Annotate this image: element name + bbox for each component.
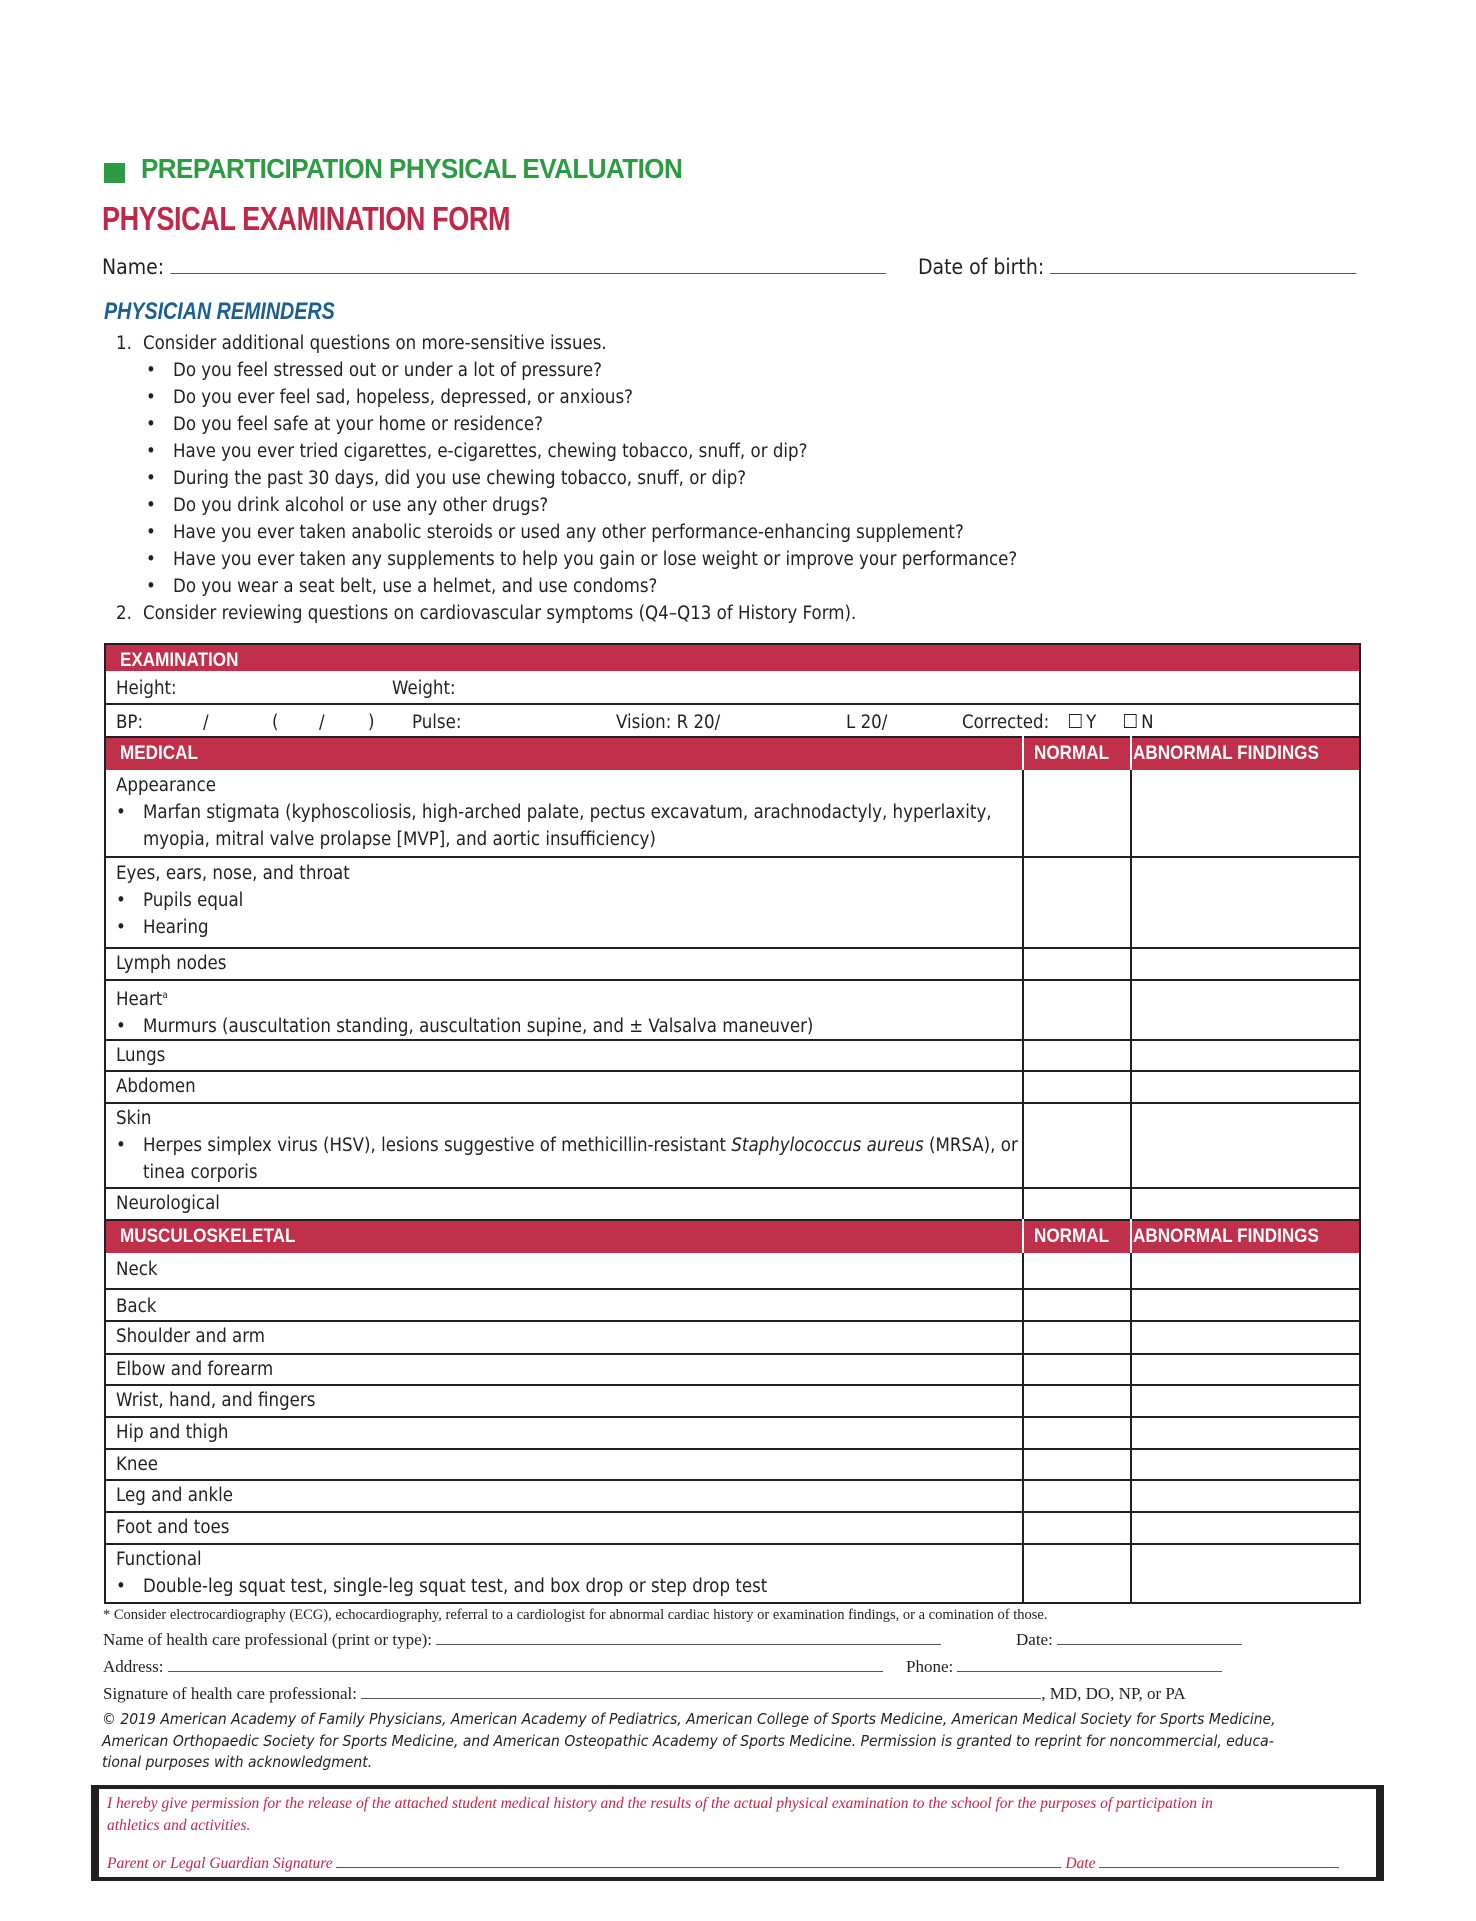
guardian-signature-row <box>107 1853 1339 1873</box>
row-bullet <box>116 1573 767 1600</box>
reminder-subitem <box>146 387 633 408</box>
msk-row-neck <box>106 1253 1359 1288</box>
msk-row-functional <box>106 1543 1359 1604</box>
row-bullet <box>116 887 350 914</box>
abnormal-column-divider <box>1130 736 1132 1219</box>
address-label: Address: <box>103 1657 164 1676</box>
pulse-label[interactable]: Pulse: <box>412 712 462 733</box>
bullet-icon: • <box>146 549 156 570</box>
credential-suffix: , MD, DO, NP, or PA <box>1041 1684 1186 1703</box>
bullet-icon: • <box>116 1016 126 1038</box>
reminder-subitem-text: Do you wear a seat belt, use a helmet, and use condoms? <box>173 576 658 597</box>
bp-close-paren: ) <box>368 712 375 733</box>
reminder-subitem <box>146 360 602 381</box>
name-input[interactable] <box>170 255 886 274</box>
row-label: Neck <box>116 1259 158 1280</box>
header-divider <box>1022 736 1024 770</box>
bullet-icon: • <box>116 917 126 938</box>
normal-column-divider-msk <box>1022 1253 1024 1602</box>
row-label: Lymph nodes <box>116 953 227 974</box>
msk-row-elbow-forearm <box>106 1353 1359 1386</box>
bullet-text: Hearing <box>143 917 209 938</box>
bullet-text: Herpes simplex virus (HSV), lesions suggestive of methicillin-resistant <box>143 1135 732 1156</box>
bullet-icon: • <box>116 890 126 911</box>
header-divider <box>1130 736 1132 770</box>
copyright-line: © 2019 American Academy of Family Physicians, American Academy of Pediatrics, American College of Sports Medicine, American Medical Society for Sports Medicine, <box>102 1710 1276 1728</box>
bullet-icon: • <box>146 576 156 597</box>
name-label: Name: <box>102 255 165 279</box>
row-label: Knee <box>116 1454 158 1475</box>
msk-row-foot-toes <box>106 1511 1359 1545</box>
dob-field-row <box>918 255 1356 279</box>
reminder-text: Consider reviewing questions on cardiovascular symptoms (Q4–Q13 of History Form). <box>143 603 857 624</box>
address-row <box>103 1657 883 1677</box>
signature-input[interactable] <box>361 1684 1041 1699</box>
reminder-subitem-text: Do you feel safe at your home or residence? <box>173 414 543 435</box>
row-label-wrap <box>116 982 813 1013</box>
green-square-icon <box>104 163 125 183</box>
weight-label[interactable]: Weight: <box>392 678 456 699</box>
copyright-line: tional purposes with acknowledgment. <box>102 1753 373 1771</box>
hcp-date-row <box>1016 1630 1242 1650</box>
row-bullet <box>116 1013 813 1040</box>
row-label: Lungs <box>116 1045 166 1066</box>
bullet-icon: • <box>146 387 156 408</box>
row-label: Skin <box>116 1108 152 1129</box>
vision-right-label[interactable]: Vision: R 20/ <box>616 712 721 733</box>
vision-left-label[interactable]: L 20/ <box>846 712 888 733</box>
bullet-text-end: (MRSA), or <box>923 1135 1018 1156</box>
bullet-text: Murmurs (auscultation standing, auscultation supine, and ± Valsalva maneuver) <box>143 1016 814 1038</box>
medical-row-heart <box>106 979 1359 1040</box>
reminder-subitem-text: During the past 30 days, did you use chewing tobacco, snuff, or dip? <box>173 468 747 489</box>
medical-row-neurological <box>106 1187 1359 1221</box>
permission-text-line1: I hereby give permission for the release of the attached student medical history and the results of the actual physical examination to the school for the purposes of participation in <box>107 1795 1213 1812</box>
hcp-name-label: Name of health care professional (print or type): <box>103 1630 433 1649</box>
row-bullet <box>116 799 992 826</box>
bullet-icon: • <box>146 495 156 516</box>
guardian-date-input[interactable] <box>1099 1853 1339 1868</box>
row-label: Functional <box>116 1549 202 1570</box>
guardian-signature-label: Parent or Legal Guardian Signature <box>107 1855 333 1872</box>
no-label: N <box>1141 712 1154 733</box>
examination-header <box>106 645 1359 671</box>
exam-table <box>104 643 1361 1604</box>
row-label: Foot and toes <box>116 1517 230 1538</box>
row-label: Abdomen <box>116 1076 196 1097</box>
reminder-subitem <box>146 468 746 489</box>
reminder-number: 1. <box>116 333 132 354</box>
normal-column-header: NORMAL <box>1034 743 1110 764</box>
phone-row <box>906 1657 1222 1677</box>
guardian-signature-input[interactable] <box>336 1853 1061 1868</box>
cardiology-footnote: * Consider electrocardiography (ECG), echocardiography, referral to a cardiologist for abnormal cardiac history or examination findings, or a comination of those. <box>103 1607 1048 1623</box>
physician-reminders-heading: PHYSICIAN REMINDERS <box>104 298 335 325</box>
msk-row-wrist-hand-fingers <box>106 1384 1359 1418</box>
dob-label: Date of birth: <box>918 255 1045 279</box>
reminder-subitem <box>146 522 964 543</box>
row-content <box>116 860 350 941</box>
reminder-subitem-text: Have you ever taken any supplements to help you gain or lose weight or improve your performance? <box>173 549 1018 570</box>
reminder-subitem <box>146 414 543 435</box>
hcp-date-input[interactable] <box>1057 1630 1242 1645</box>
bullet-icon: • <box>146 468 156 489</box>
row-label: Eyes, ears, nose, and throat <box>116 863 350 884</box>
examination-heading: EXAMINATION <box>120 650 239 671</box>
hcp-date-label: Date: <box>1016 1630 1053 1649</box>
bullet-icon: • <box>146 522 156 543</box>
bp-slash-2: / <box>319 712 325 733</box>
yes-label: Y <box>1086 712 1097 733</box>
row-label: Heart <box>116 989 163 1011</box>
msk-row-leg-ankle <box>106 1479 1359 1513</box>
phone-label: Phone: <box>906 1657 954 1676</box>
medical-row-lungs <box>106 1039 1359 1072</box>
bullet-icon: • <box>146 441 156 462</box>
row-bullet <box>116 1132 1018 1159</box>
row-content <box>116 1105 1018 1186</box>
bullet-text: Pupils equal <box>143 890 244 911</box>
header-divider <box>1022 1219 1024 1253</box>
bp-open-paren: ( <box>272 712 279 733</box>
row-label: Neurological <box>116 1193 220 1214</box>
reminder-subitem <box>146 576 657 597</box>
height-label[interactable]: Height: <box>116 678 177 699</box>
dob-input[interactable] <box>1050 255 1356 274</box>
hcp-name-input[interactable] <box>436 1630 941 1645</box>
reminder-subitem-text: Have you ever taken anabolic steroids or used any other performance-enhancing supplement? <box>173 522 964 543</box>
bullet-italic-text: Staphylococcus aureus <box>731 1135 924 1156</box>
signature-row <box>103 1684 1186 1704</box>
signature-label: Signature of health care professional: <box>103 1684 357 1703</box>
row-label: Back <box>116 1296 157 1317</box>
bullet-icon: • <box>146 360 156 381</box>
bp-slash: / <box>203 712 209 733</box>
row-label: Wrist, hand, and fingers <box>116 1390 316 1411</box>
permission-text-line2: athletics and activities. <box>107 1817 251 1834</box>
address-input[interactable] <box>168 1657 883 1672</box>
bullet-icon: • <box>116 1576 126 1597</box>
musculoskeletal-header <box>106 1219 1359 1253</box>
checkbox-icon <box>1069 714 1082 728</box>
msk-row-knee <box>106 1448 1359 1481</box>
height-weight-row <box>106 671 1359 703</box>
bullet-icon: • <box>146 414 156 435</box>
row-label: Appearance <box>116 775 216 796</box>
reminder-item-2 <box>116 603 856 624</box>
phone-input[interactable] <box>957 1657 1222 1672</box>
medical-row-abdomen <box>106 1070 1359 1104</box>
footnote-marker: a <box>162 990 168 1001</box>
bullet-text: Double-leg squat test, single-leg squat test, and box drop or step drop test <box>143 1576 768 1597</box>
reminder-subitem-text: Do you drink alcohol or use any other drugs? <box>173 495 549 516</box>
series-title: PREPARTICIPATION PHYSICAL EVALUATION <box>141 153 683 184</box>
reminder-subitem <box>146 495 548 516</box>
medical-row-eent <box>106 856 1359 947</box>
msk-row-hip-thigh <box>106 1416 1359 1450</box>
row-label: Shoulder and arm <box>116 1326 266 1347</box>
row-content <box>116 982 813 1040</box>
row-content <box>116 1546 767 1600</box>
medical-heading: MEDICAL <box>120 743 198 764</box>
copyright-notice <box>102 1709 1276 1774</box>
header-divider <box>1130 1219 1132 1253</box>
row-content <box>116 772 992 853</box>
hcp-name-row <box>103 1630 941 1650</box>
copyright-line: American Orthopaedic Society for Sports Medicine, and American Osteopathic Academy of Sports Medicine. Permission is granted to reprint for noncommercial, educa- <box>102 1731 1274 1750</box>
reminder-text: Consider additional questions on more-sensitive issues. <box>143 333 607 354</box>
guardian-date-label: Date <box>1065 1855 1096 1872</box>
reminder-subitem-text: Have you ever tried cigarettes, e-cigarettes, chewing tobacco, snuff, or dip? <box>173 441 808 462</box>
bullet-icon: • <box>116 802 126 823</box>
normal-column-header: NORMAL <box>1034 1226 1110 1247</box>
abnormal-column-divider-msk <box>1130 1219 1132 1602</box>
medical-row-skin <box>106 1102 1359 1189</box>
medical-header <box>106 736 1359 770</box>
reminder-subitem-text: Do you feel stressed out or under a lot of pressure? <box>173 360 603 381</box>
row-label: Elbow and forearm <box>116 1359 274 1380</box>
vitals-row <box>106 703 1359 738</box>
corrected-no-checkbox[interactable] <box>1124 709 1154 736</box>
reminder-subitem-text: Do you ever feel sad, hopeless, depressed, or anxious? <box>173 387 633 408</box>
abnormal-findings-column-header: ABNORMAL FINDINGS <box>1133 1226 1319 1247</box>
name-field-row <box>102 255 886 279</box>
musculoskeletal-heading: MUSCULOSKELETAL <box>120 1226 296 1247</box>
bullet-text: Marfan stigmata (kyphoscoliosis, high-arched palate, pectus excavatum, arachnodactyly, hyperlaxity, <box>143 802 992 823</box>
medical-row-lymph-nodes <box>106 947 1359 980</box>
corrected-yes-checkbox[interactable] <box>1069 709 1096 736</box>
row-bullet <box>116 914 350 941</box>
bullet-icon: • <box>116 1135 126 1156</box>
msk-row-back <box>106 1288 1359 1322</box>
row-label: Hip and thigh <box>116 1422 229 1443</box>
reminder-item-1 <box>116 333 607 354</box>
bullet-continuation: tinea corporis <box>143 1162 258 1183</box>
bp-label[interactable]: BP: <box>116 712 144 733</box>
reminder-number: 2. <box>116 603 132 624</box>
normal-column-divider <box>1022 770 1024 1219</box>
form-title: PHYSICAL EXAMINATION FORM <box>102 200 511 237</box>
msk-row-shoulder-arm <box>106 1320 1359 1355</box>
corrected-label: Corrected: <box>962 712 1050 733</box>
row-label: Leg and ankle <box>116 1485 233 1506</box>
reminder-subitem <box>146 549 1017 570</box>
abnormal-findings-column-header: ABNORMAL FINDINGS <box>1133 743 1319 764</box>
bullet-continuation: myopia, mitral valve prolapse [MVP], and aortic insufficiency) <box>143 829 656 850</box>
checkbox-icon <box>1124 714 1137 728</box>
reminder-subitem <box>146 441 807 462</box>
